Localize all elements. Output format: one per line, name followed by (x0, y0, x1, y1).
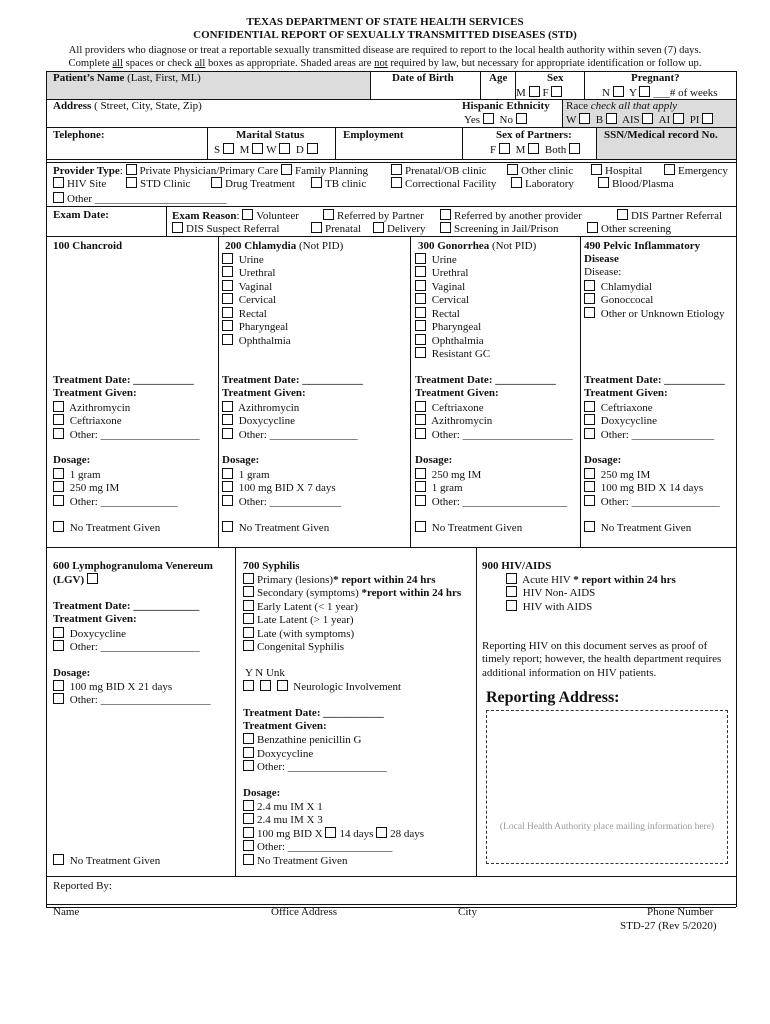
hiv-note-2: timely report; however, the health department requires (482, 653, 722, 665)
syphilis-dosage-label: Dosage: (243, 787, 281, 799)
gonorrhea-site-label: Urine (431, 254, 457, 266)
neuro-unk-checkbox[interactable] (277, 680, 288, 691)
partners-options: F M Both (490, 143, 583, 157)
provider-std-clinic-checkbox[interactable] (126, 177, 137, 188)
chlamydia-dose-checkbox[interactable] (222, 468, 233, 479)
hiv-non-aids-checkbox[interactable] (506, 586, 517, 597)
chancroid-dose-checkbox[interactable] (53, 468, 64, 479)
exam-dis-suspect-checkbox[interactable] (172, 222, 183, 233)
pid-dosage-label: Dosage: (584, 454, 622, 466)
chlamydia-site-label: Pharyngeal (238, 321, 289, 333)
gonorrhea-site-label: Vaginal (431, 281, 466, 293)
chlamydia-site-label: Ophthalmia (238, 335, 291, 347)
chancroid-med-checkbox[interactable] (53, 401, 64, 412)
pid-med-checkbox[interactable] (584, 428, 595, 439)
gonorrhea-title: 300 Gonorrhea (Not PID) (418, 240, 537, 252)
chancroid-dosage-label: Dosage: (53, 454, 91, 466)
syphilis-primary-checkbox[interactable] (243, 573, 254, 584)
exam-dis-partner-checkbox[interactable] (617, 209, 628, 220)
intro-line-2: Complete all spaces or check all boxes as appropriate. Shaded areas are not required by law, but necessary for appropriate identification or follow up. (68, 58, 702, 69)
reporting-address-box (486, 710, 728, 864)
gonorrhea-site-checkbox[interactable] (415, 266, 426, 277)
gonorrhea-site-label: Urethral (431, 267, 469, 279)
footer-phone-label: Phone Number (647, 906, 714, 918)
form-title: CONFIDENTIAL REPORT OF SEXUALLY TRANSMITTED DISEASES (STD) (193, 29, 577, 41)
race-pi-checkbox[interactable] (702, 113, 713, 124)
lgv-dosage-label: Dosage: (53, 667, 91, 679)
syphilis-treatment-given: Treatment Given: (243, 720, 327, 732)
chlamydia-site-checkbox[interactable] (222, 293, 233, 304)
gonorrhea-site-label: Rectal (431, 308, 460, 320)
hispanic-no-checkbox[interactable] (516, 113, 527, 124)
chlamydia-site-label: Urethral (238, 267, 276, 279)
race-w-checkbox[interactable] (579, 113, 590, 124)
gonorrhea-site-checkbox[interactable] (415, 347, 426, 358)
hispanic-yes-checkbox[interactable] (483, 113, 494, 124)
provider-family-checkbox[interactable] (281, 164, 292, 175)
lgv-med-checkbox[interactable] (53, 640, 64, 651)
gonorrhea-treatment-date: Treatment Date: ___________ (415, 374, 556, 386)
pid-title-1: 490 Pelvic Inflammatory (584, 240, 701, 252)
provider-prenatal-checkbox[interactable] (391, 164, 402, 175)
pid-med-checkbox[interactable] (584, 414, 595, 425)
pid-title-2: Disease (584, 253, 619, 265)
gonorrhea-dose-checkbox[interactable] (415, 481, 426, 492)
sex-options: M F (516, 86, 565, 100)
partners-label: Sex of Partners: (496, 129, 572, 141)
gonorrhea-med-checkbox[interactable] (415, 428, 426, 439)
chlamydia-dosage-label: Dosage: (222, 454, 260, 466)
syphilis-title: 700 Syphilis (243, 560, 300, 572)
lgv-no-treatment-checkbox[interactable] (53, 854, 64, 865)
marital-options: S M W D (214, 143, 321, 157)
syphilis-dose-checkbox[interactable] (243, 827, 254, 838)
gonorrhea-site-checkbox[interactable] (415, 280, 426, 291)
gonorrhea-treatment-given: Treatment Given: (415, 387, 499, 399)
pid-option-label: Chlamydial (600, 281, 653, 293)
exam-date-label: Exam Date: (53, 209, 109, 221)
exam-volunteer-checkbox[interactable] (242, 209, 253, 220)
reported-by-label: Reported By: (53, 880, 112, 892)
telephone-label: Telephone: (53, 129, 105, 141)
reporting-address-placeholder: (Local Health Authority place mailing information here) (499, 822, 715, 832)
footer-office-label: Office Address (271, 906, 338, 918)
syphilis-stage-checkbox[interactable] (243, 640, 254, 651)
lgv-checkbox[interactable] (87, 573, 98, 584)
sex-m-checkbox[interactable] (529, 86, 540, 97)
ssn-label: SSN/Medical record No. (604, 129, 718, 141)
syphilis-no-treatment-checkbox[interactable] (243, 854, 254, 865)
gonorrhea-site-checkbox[interactable] (415, 293, 426, 304)
syphilis-treatment-date: Treatment Date: ___________ (243, 707, 384, 719)
syphilis-secondary-checkbox[interactable] (243, 586, 254, 597)
pregnant-options: N Y ___# of weeks (602, 87, 718, 99)
pregnant-label: Pregnant? (631, 72, 680, 84)
chlamydia-site-checkbox[interactable] (222, 253, 233, 264)
pid-dose-checkbox[interactable] (584, 468, 595, 479)
dob-label: Date of Birth (392, 72, 454, 84)
age-label: Age (489, 72, 508, 84)
race-label: Race check all that apply (566, 100, 678, 112)
hiv-note-1: Reporting HIV on this document serves as proof of (482, 640, 708, 652)
provider-correctional-checkbox[interactable] (391, 177, 402, 188)
chlamydia-site-checkbox[interactable] (222, 266, 233, 277)
marital-label: Marital Status (236, 129, 305, 141)
gonorrhea-med-checkbox[interactable] (415, 401, 426, 412)
lgv-title-2: (LGV) (53, 573, 101, 587)
syphilis-med-checkbox[interactable] (243, 760, 254, 771)
exam-ref-partner-checkbox[interactable] (323, 209, 334, 220)
syphilis-med-checkbox[interactable] (243, 747, 254, 758)
syphilis-med-checkbox[interactable] (243, 733, 254, 744)
race-ais-checkbox[interactable] (642, 113, 653, 124)
chlamydia-dose-checkbox[interactable] (222, 481, 233, 492)
neuro-n-checkbox[interactable] (260, 680, 271, 691)
pid-treatment-date: Treatment Date: ___________ (584, 374, 725, 386)
pid-option-checkbox[interactable] (584, 307, 595, 318)
gonorrhea-no-treatment-checkbox[interactable] (415, 521, 426, 532)
gonorrhea-site-checkbox[interactable] (415, 334, 426, 345)
form-id: STD-27 (Rev 5/2020) (620, 920, 717, 932)
chlamydia-site-checkbox[interactable] (222, 307, 233, 318)
hiv-acute-checkbox[interactable] (506, 573, 517, 584)
syphilis-28days-checkbox[interactable] (376, 827, 387, 838)
exam-ref-provider-checkbox[interactable] (440, 209, 451, 220)
exam-other-screening-checkbox[interactable] (587, 222, 598, 233)
address-label: Address ( Street, City, State, Zip) (53, 100, 202, 112)
gonorrhea-dose-checkbox[interactable] (415, 495, 426, 506)
gonorrhea-med-checkbox[interactable] (415, 414, 426, 425)
hiv-note-3: additional information on HIV patients. (482, 667, 657, 679)
intro-line-1: All providers who diagnose or treat a reportable sexually transmitted disease are required to report to the local health authority within seven (7) days. (68, 45, 702, 56)
gonorrhea-dose-checkbox[interactable] (415, 468, 426, 479)
gonorrhea-site-checkbox[interactable] (415, 320, 426, 331)
lgv-dose-checkbox[interactable] (53, 693, 64, 704)
chlamydia-title: 200 Chlamydia (Not PID) (225, 240, 344, 252)
chancroid-dose-checkbox[interactable] (53, 495, 64, 506)
sex-label: Sex (547, 72, 564, 84)
exam-delivery-checkbox[interactable] (373, 222, 384, 233)
provider-other-clinic-checkbox[interactable] (507, 164, 518, 175)
marital-m-checkbox[interactable] (252, 143, 263, 154)
reporting-address-title: Reporting Address: (486, 689, 620, 706)
patient-name-label: Patient’s Name (Last, First, MI.) (53, 72, 201, 84)
chlamydia-med-checkbox[interactable] (222, 401, 233, 412)
chlamydia-med-checkbox[interactable] (222, 428, 233, 439)
syphilis-dose-checkbox[interactable] (243, 800, 254, 811)
lgv-treatment-date: Treatment Date: ____________ (53, 600, 200, 612)
gonorrhea-site-label: Cervical (431, 294, 470, 306)
agency-title: TEXAS DEPARTMENT OF STATE HEALTH SERVICES (246, 16, 524, 28)
race-options: W B AIS AI PI (566, 113, 716, 127)
chancroid-treatment-date: Treatment Date: ___________ (53, 374, 194, 386)
chlamydia-site-label: Rectal (238, 308, 267, 320)
provider-hospital-checkbox[interactable] (591, 164, 602, 175)
chlamydia-site-checkbox[interactable] (222, 320, 233, 331)
provider-row-1: Provider Type: Private Physician/Primary Care Family Planning (53, 165, 369, 177)
syphilis-stage-checkbox[interactable] (243, 600, 254, 611)
provider-other-checkbox[interactable] (53, 192, 64, 203)
provider-tb-checkbox[interactable] (311, 177, 322, 188)
gonorrhea-site-label: Resistant GC (431, 348, 491, 360)
gonorrhea-site-label: Pharyngeal (431, 321, 482, 333)
hispanic-label: Hispanic Ethnicity (462, 100, 550, 112)
neuro-y-checkbox[interactable] (243, 680, 254, 691)
pid-disease-label: Disease: (584, 266, 622, 278)
lgv-title-1: 600 Lymphogranuloma Venereum (53, 560, 213, 572)
pid-no-treatment-checkbox[interactable] (584, 521, 595, 532)
pregnant-no-checkbox[interactable] (613, 86, 624, 97)
pid-option-checkbox[interactable] (584, 280, 595, 291)
exam-jail-checkbox[interactable] (440, 222, 451, 233)
hiv-title: 900 HIV/AIDS (482, 560, 552, 572)
hiv-with-aids-checkbox[interactable] (506, 600, 517, 611)
sex-f-checkbox[interactable] (551, 86, 562, 97)
gonorrhea-site-label: Ophthalmia (431, 335, 484, 347)
chancroid-title: 100 Chancroid (53, 240, 123, 252)
pid-option-checkbox[interactable] (584, 293, 595, 304)
chancroid-dose-checkbox[interactable] (53, 481, 64, 492)
pid-dose-checkbox[interactable] (584, 481, 595, 492)
partners-f-checkbox[interactable] (499, 143, 510, 154)
chlamydia-site-checkbox[interactable] (222, 280, 233, 291)
chlamydia-site-label: Vaginal (238, 281, 273, 293)
pid-treatment-given: Treatment Given: (584, 387, 668, 399)
lgv-dose-checkbox[interactable] (53, 680, 64, 691)
chlamydia-site-label: Urine (238, 254, 264, 266)
provider-lab-checkbox[interactable] (511, 177, 522, 188)
syphilis-stage-checkbox[interactable] (243, 613, 254, 624)
pid-med-checkbox[interactable] (584, 401, 595, 412)
chancroid-med-checkbox[interactable] (53, 428, 64, 439)
race-b-checkbox[interactable] (606, 113, 617, 124)
exam-prenatal-checkbox[interactable] (311, 222, 322, 233)
chlamydia-site-label: Cervical (238, 294, 277, 306)
pregnant-yes-checkbox[interactable] (639, 86, 650, 97)
syphilis-stage-checkbox[interactable] (243, 627, 254, 638)
chancroid-no-treatment-checkbox[interactable] (53, 521, 64, 532)
pid-option-label: Other or Unknown Etiology (600, 308, 725, 320)
provider-private-checkbox[interactable] (126, 164, 137, 175)
gonorrhea-site-checkbox[interactable] (415, 307, 426, 318)
partners-m-checkbox[interactable] (528, 143, 539, 154)
neuro-yn-header: Y N Unk (245, 667, 285, 679)
provider-blood-checkbox[interactable] (598, 177, 609, 188)
chlamydia-dose-checkbox[interactable] (222, 495, 233, 506)
provider-drug-checkbox[interactable] (211, 177, 222, 188)
provider-emergency-checkbox[interactable] (664, 164, 675, 175)
chlamydia-no-treatment-checkbox[interactable] (222, 521, 233, 532)
chancroid-med-checkbox[interactable] (53, 414, 64, 425)
syphilis-14days-checkbox[interactable] (325, 827, 336, 838)
chlamydia-site-checkbox[interactable] (222, 334, 233, 345)
race-ai-checkbox[interactable] (673, 113, 684, 124)
chlamydia-treatment-given: Treatment Given: (222, 387, 306, 399)
gonorrhea-site-checkbox[interactable] (415, 253, 426, 264)
lgv-med-checkbox[interactable] (53, 627, 64, 638)
syphilis-dose-checkbox[interactable] (243, 813, 254, 824)
lgv-treatment-given: Treatment Given: (53, 613, 137, 625)
syphilis-dose-checkbox[interactable] (243, 840, 254, 851)
marital-s-checkbox[interactable] (223, 143, 234, 154)
provider-hiv-site-checkbox[interactable] (53, 177, 64, 188)
footer-name-label: Name (53, 906, 80, 918)
chancroid-treatment-given: Treatment Given: (53, 387, 137, 399)
chlamydia-med-checkbox[interactable] (222, 414, 233, 425)
footer-city-label: City (458, 906, 477, 918)
hispanic-options: Yes No (464, 113, 530, 127)
gonorrhea-dosage-label: Dosage: (415, 454, 453, 466)
partners-both-checkbox[interactable] (569, 143, 580, 154)
chlamydia-treatment-date: Treatment Date: ___________ (222, 374, 363, 386)
marital-d-checkbox[interactable] (307, 143, 318, 154)
pid-option-label: Gonoccocal (600, 294, 654, 306)
marital-w-checkbox[interactable] (279, 143, 290, 154)
employment-label: Employment (343, 129, 404, 141)
pid-dose-checkbox[interactable] (584, 495, 595, 506)
